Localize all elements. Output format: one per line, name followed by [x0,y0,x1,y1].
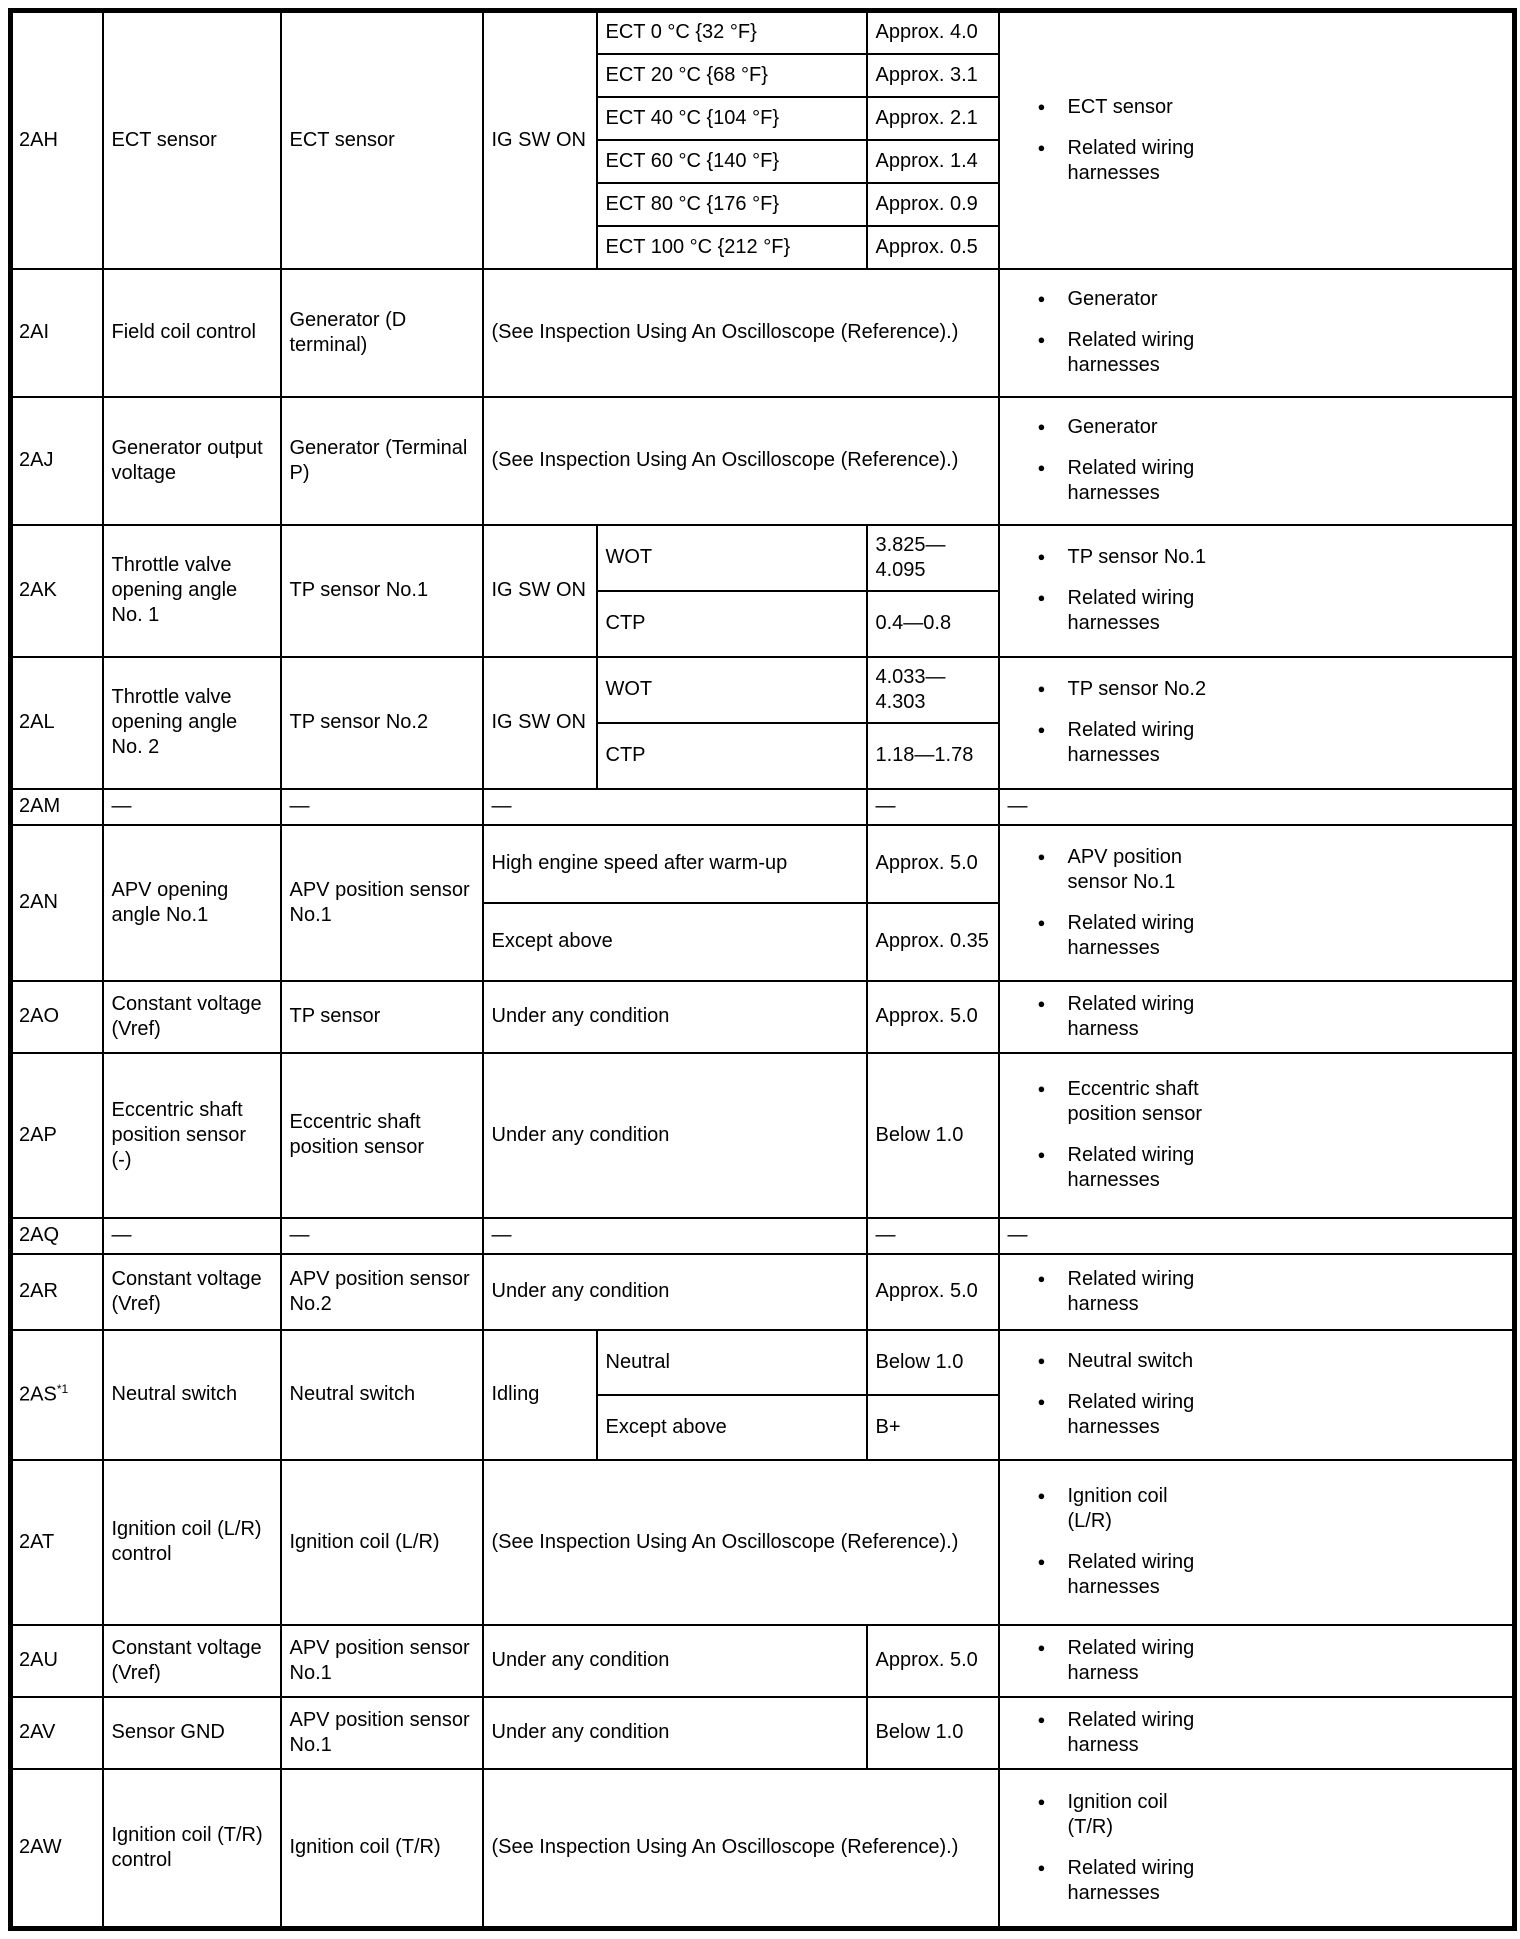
voltage-cell: Approx. 5.0 [867,825,999,903]
inspection-cell: — [999,789,1515,825]
detail-cell: High engine speed after warm-up [483,825,867,903]
detail-cell: Except above [597,1395,867,1460]
condition-span-cell: (See Inspection Using An Oscilloscope (Reference).) [483,397,999,525]
condition-cell: IG SW ON [483,11,597,269]
voltage-cell: Approx. 5.0 [867,1625,999,1697]
signal-cell: — [103,789,281,825]
inspection-cell: — [999,1218,1515,1254]
terminal-cell: 2AP [11,1053,103,1218]
signal-cell: ECT sensor [103,11,281,269]
detail-cell: WOT [597,525,867,591]
inspection-item: ● Related wiring harness [1037,1708,1195,1756]
inspection-item: ● Related wiring harness [1037,1636,1195,1684]
inspection-item: ● TP sensor No.1 [1037,546,1207,568]
voltage-cell: B+ [867,1395,999,1460]
bullet-icon: ● [1037,1711,1046,1727]
inspection-cell [999,1697,1515,1769]
voltage-cell: 1.18—1.78 [867,723,999,789]
connected-cell: APV position sensor No.1 [281,1625,483,1697]
bullet-icon: ● [1037,995,1046,1011]
inspection-item: ● Related wiring harnesses [1037,1856,1195,1904]
terminal-cell: 2AT [11,1460,103,1625]
inspection-item: ● Generator [1037,288,1158,310]
inspection-item: ● Generator [1037,416,1158,438]
terminal-cell: 2AO [11,981,103,1053]
terminal-cell: 2AN [11,825,103,981]
inspection-cell [999,1330,1515,1460]
condition-cell: Under any condition [483,1697,867,1769]
bullet-icon: ● [1037,1639,1046,1655]
detail-cell: ECT 60 °C {140 °F} [597,140,867,183]
connected-cell: Ignition coil (T/R) [281,1769,483,1929]
inspection-item: ● ECT sensor [1037,95,1173,118]
voltage-cell: — [867,789,999,825]
terminal-cell: 2AM [11,789,103,825]
terminal-cell: 2AH [11,11,103,269]
inspection-item: ● Related wiring harnesses [1037,719,1195,766]
inspection-cell [999,11,1515,269]
condition-cell: Under any condition [483,1053,867,1218]
inspection-cell [999,981,1515,1053]
signal-cell: Neutral switch [103,1330,281,1460]
condition-cell: — [483,1218,867,1254]
connected-cell: Ignition coil (L/R) [281,1460,483,1625]
detail-cell: ECT 80 °C {176 °F} [597,183,867,226]
terminal-cell: 2AK [11,525,103,657]
signal-cell: Field coil control [103,269,281,397]
terminal-cell: 2AV [11,1697,103,1769]
detail-cell: ECT 100 °C {212 °F} [597,226,867,269]
bullet-icon: ● [1037,1793,1046,1809]
inspection-item: ● Related wiring harness [1037,1267,1195,1315]
inspection-item: ● Related wiring harnesses [1037,457,1195,504]
connected-cell: — [281,1218,483,1254]
connected-cell: APV position sensor No.1 [281,1697,483,1769]
voltage-cell: Below 1.0 [867,1697,999,1769]
signal-cell: Ignition coil (T/R) control [103,1769,281,1929]
bullet-icon: ● [1037,549,1046,564]
inspection-cell [999,825,1515,981]
condition-span-cell: (See Inspection Using An Oscilloscope (Reference).) [483,1460,999,1625]
bullet-icon: ● [1037,1488,1046,1503]
voltage-cell: Approx. 5.0 [867,1254,999,1330]
signal-cell: Throttle valve opening angle No. 1 [103,525,281,657]
bullet-icon: ● [1037,460,1046,475]
bullet-icon: ● [1037,681,1046,696]
bullet-icon: ● [1037,1353,1046,1368]
signal-cell: Constant voltage (Vref) [103,981,281,1053]
connected-cell: TP sensor No.1 [281,525,483,657]
inspection-cell [999,1769,1515,1929]
signal-cell: APV opening angle No.1 [103,825,281,981]
signal-cell: Generator output voltage [103,397,281,525]
detail-cell: Neutral [597,1330,867,1395]
connected-cell: Generator (D terminal) [281,269,483,397]
condition-span-cell: (See Inspection Using An Oscilloscope (Reference).) [483,1769,999,1929]
terminal-cell: 2AL [11,657,103,789]
inspection-item: ● Related wiring harnesses [1037,136,1195,184]
bullet-icon: ● [1037,419,1046,434]
inspection-item: ● TP sensor No.2 [1037,678,1207,700]
inspection-cell [999,657,1515,789]
voltage-cell: Approx. 1.4 [867,140,999,183]
voltage-cell: Approx. 4.0 [867,11,999,54]
inspection-item: ● Ignition coil (L/R) [1037,1485,1168,1532]
signal-cell: Ignition coil (L/R) control [103,1460,281,1625]
inspection-item: ● Related wiring harnesses [1037,587,1195,634]
condition-cell: IG SW ON [483,657,597,789]
voltage-cell: Approx. 0.5 [867,226,999,269]
terminal-cell: 2AS$^{*1}$ [11,1330,103,1460]
inspection-item: ● Related wiring harnesses [1037,1144,1195,1191]
connected-cell: APV position sensor No.2 [281,1254,483,1330]
voltage-cell: Approx. 2.1 [867,97,999,140]
terminal-voltage-table [8,8,1517,1931]
signal-cell: Eccentric shaft position sensor (-) [103,1053,281,1218]
detail-cell: ECT 40 °C {104 °F} [597,97,867,140]
connected-cell: — [281,789,483,825]
connected-cell: TP sensor [281,981,483,1053]
bullet-icon: ● [1037,1147,1046,1162]
detail-cell: CTP [597,591,867,657]
inspection-item: ● Related wiring harnesses [1037,329,1195,376]
terminal-cell: 2AJ [11,397,103,525]
inspection-item: ● Related wiring harnesses [1037,1391,1195,1438]
terminal-cell: 2AQ [11,1218,103,1254]
condition-cell: Under any condition [483,981,867,1053]
connected-cell: Eccentric shaft position sensor [281,1053,483,1218]
detail-cell: CTP [597,723,867,789]
voltage-cell: — [867,1218,999,1254]
bullet-icon: ● [1037,1859,1046,1875]
inspection-cell [999,1254,1515,1330]
bullet-icon: ● [1037,332,1046,347]
connected-cell: TP sensor No.2 [281,657,483,789]
terminal-cell: 2AW [11,1769,103,1929]
voltage-cell: Below 1.0 [867,1330,999,1395]
condition-span-cell: (See Inspection Using An Oscilloscope (Reference).) [483,269,999,397]
voltage-cell: 0.4—0.8 [867,591,999,657]
bullet-icon: ● [1037,1394,1046,1409]
detail-cell: ECT 0 °C {32 °F} [597,11,867,54]
condition-cell: IG SW ON [483,525,597,657]
bullet-icon: ● [1037,1554,1046,1569]
inspection-cell [999,525,1515,657]
terminal-cell: 2AU [11,1625,103,1697]
bullet-icon: ● [1037,722,1046,737]
inspection-cell [999,1460,1515,1625]
inspection-item: ● Related wiring harness [1037,992,1195,1040]
inspection-item: ● Ignition coil (T/R) [1037,1790,1168,1838]
bullet-icon: ● [1037,291,1046,306]
bullet-icon: ● [1037,590,1046,605]
voltage-cell: 3.825—4.095 [867,525,999,591]
connected-cell: Generator (Terminal P) [281,397,483,525]
voltage-cell: Approx. 0.35 [867,903,999,981]
voltage-cell: Approx. 5.0 [867,981,999,1053]
inspection-cell [999,1625,1515,1697]
detail-cell: WOT [597,657,867,723]
inspection-cell [999,269,1515,397]
bullet-icon: ● [1037,139,1046,155]
signal-cell: Sensor GND [103,1697,281,1769]
inspection-item: ● Eccentric shaft position sensor [1037,1078,1203,1125]
voltage-cell: Below 1.0 [867,1053,999,1218]
detail-cell: ECT 20 °C {68 °F} [597,54,867,97]
condition-cell: Under any condition [483,1625,867,1697]
bullet-icon: ● [1037,848,1046,864]
inspection-item: ● Related wiring harnesses [1037,1551,1195,1598]
connected-cell: ECT sensor [281,11,483,269]
bullet-icon: ● [1037,1081,1046,1096]
inspection-cell [999,397,1515,525]
signal-cell: Throttle valve opening angle No. 2 [103,657,281,789]
condition-cell: Under any condition [483,1254,867,1330]
voltage-cell: Approx. 3.1 [867,54,999,97]
signal-cell: Constant voltage (Vref) [103,1625,281,1697]
signal-cell: Constant voltage (Vref) [103,1254,281,1330]
connected-cell: APV position sensor No.1 [281,825,483,981]
condition-cell: — [483,789,867,825]
condition-cell: Idling [483,1330,597,1460]
inspection-item: ● Related wiring harnesses [1037,911,1195,959]
terminal-cell: 2AR [11,1254,103,1330]
terminal-cell: 2AI [11,269,103,397]
inspection-item: ● APV position sensor No.1 [1037,845,1183,893]
inspection-item: ● Neutral switch [1037,1350,1194,1372]
detail-cell: Except above [483,903,867,981]
footnote-marker: *1 [56,1381,69,1396]
voltage-cell: Approx. 0.9 [867,183,999,226]
inspection-cell [999,1053,1515,1218]
bullet-icon: ● [1037,98,1046,114]
bullet-icon: ● [1037,914,1046,930]
bullet-icon: ● [1037,1270,1046,1286]
connected-cell: Neutral switch [281,1330,483,1460]
signal-cell: — [103,1218,281,1254]
voltage-cell: 4.033—4.303 [867,657,999,723]
